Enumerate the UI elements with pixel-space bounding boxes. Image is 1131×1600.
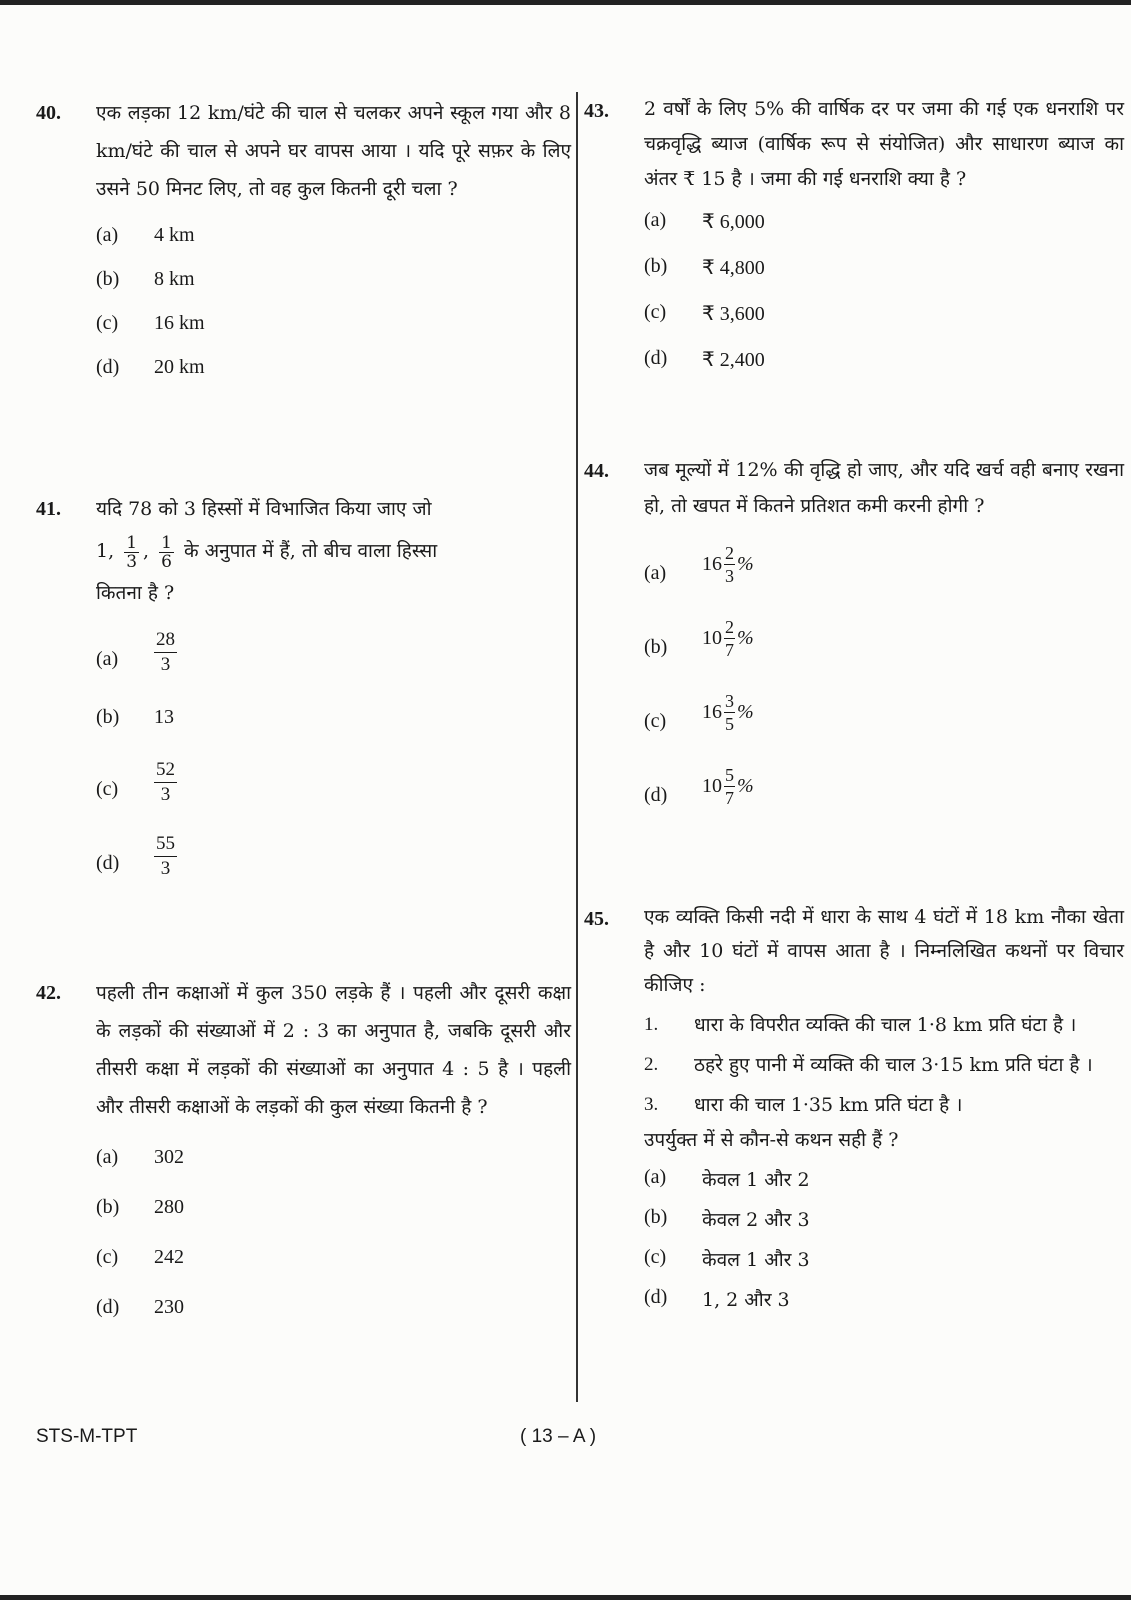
question-40: [36, 94, 571, 392]
option-b[interactable]: (b) केवल 2 और 3: [644, 1206, 810, 1231]
options: [96, 216, 571, 392]
option-d[interactable]: (d) 230: [96, 1296, 184, 1318]
option-b[interactable]: (b) 13: [96, 706, 174, 728]
fraction: $\frac{52}{3}$: [156, 759, 175, 805]
fraction: $\frac{1}{6}$: [161, 532, 172, 572]
question-number: 43.: [584, 100, 609, 122]
option-b[interactable]: (b) 10 2 7 %: [644, 617, 754, 660]
question-number: 44.: [584, 460, 609, 482]
question-text: 2 वर्षों के लिए 5% की वार्षिक दर पर जमा की गई एक धनराशि पर चक्रवृद्धि ब्याज (वार्षिक रूप से संयोजित) और साधारण ब्याज का अंतर ₹ 15 है । जमा की गई धनराशि क्या है ?: [644, 98, 1124, 190]
question-number: 40.: [36, 102, 61, 124]
option-d[interactable]: (d) ₹ 2,400: [644, 347, 765, 371]
question-text: एक लड़का 12 km/घंटे की चाल से चलकर अपने स्कूल गया और 8 km/घंटे की चाल से अपने घर वापस आया । यदि पूरे सफ़र के लिए उसने 50 मिनट लिए, तो वह कुल कितनी दूरी चला ?: [96, 102, 571, 200]
question-number: 45.: [584, 908, 609, 930]
option-d[interactable]: (d) 10 5 7 %: [644, 765, 754, 808]
column-divider: [576, 92, 578, 1402]
option-a[interactable]: (a) केवल 1 और 2: [644, 1166, 810, 1191]
option-c[interactable]: (c) 242: [96, 1246, 184, 1268]
option-a[interactable]: (a) 302: [96, 1146, 184, 1168]
option-b[interactable]: (b) 280: [96, 1196, 184, 1218]
option-d[interactable]: (d) $\frac{55}{3}$: [96, 833, 175, 879]
option-a[interactable]: (a) 4 km: [96, 224, 195, 246]
question-text: जब मूल्यों में 12% की वृद्धि हो जाए, और यदि खर्च वही बनाए रखना हो, तो खपत में कितने प्रतिशत कमी करनी होगी ?: [644, 459, 1124, 517]
option-a[interactable]: (a) ₹ 6,000: [644, 209, 765, 233]
statement-1: 1. धारा के विपरीत व्यक्ति की चाल 1·8 km प्रति घंटा है ।: [644, 1014, 1077, 1036]
option-b[interactable]: (b) 8 km: [96, 268, 195, 290]
fraction: $\frac{1}{3}$: [126, 532, 138, 572]
option-a[interactable]: (a) $\frac{28}{3}$: [96, 629, 175, 675]
question-43: [584, 92, 1124, 385]
question-text: एक व्यक्ति किसी नदी में धारा के साथ 4 घंटों में 18 km नौका खेता है और 10 घंटों में वापस आता है । निम्नलिखित कथनों पर विचार कीजिए :: [644, 906, 1124, 996]
question-41: [36, 490, 571, 902]
option-b[interactable]: (b) ₹ 4,800: [644, 255, 765, 279]
question-number: 42.: [36, 982, 61, 1004]
question-42: [36, 974, 571, 1338]
option-d[interactable]: (d) 1, 2 और 3: [644, 1286, 790, 1311]
mixed-fraction: 16 3 5 %: [702, 691, 754, 734]
option-c[interactable]: (c) 16 3 5 %: [644, 691, 754, 734]
question-text: यदि 78 को 3 हिस्सों में विभाजित किया जाए जो 1, $\frac{1}{3}$ , $\frac{1}{6}$ के अनुपात में हैं, तो बीच वाला हिस्सा कितना है ?: [96, 498, 438, 604]
option-a[interactable]: (a) 16 2 3 %: [644, 543, 754, 586]
options: [644, 201, 1124, 385]
statement-3: 3. धारा की चाल 1·35 km प्रति घंटा है ।: [644, 1094, 963, 1116]
option-c[interactable]: (c) केवल 1 और 3: [644, 1246, 810, 1271]
options: [96, 624, 571, 902]
option-d[interactable]: (d) 20 km: [96, 356, 205, 378]
question-45: [584, 900, 1124, 1318]
option-c[interactable]: (c) ₹ 3,600: [644, 301, 765, 325]
mixed-fraction: 10 2 7 %: [702, 617, 754, 660]
mixed-fraction: 10 5 7 %: [702, 765, 754, 808]
question-text: पहली तीन कक्षाओं में कुल 350 लड़के हैं । पहली और दूसरी कक्षा के लड़कों की संख्याओं में 2 : 3 का अनुपात है, जबकि दूसरी और तीसरी कक्षा में लड़कों की संख्याओं का अनुपात 4 : 5 है । पहली और तीसरी कक्षाओं के लड़कों की कुल संख्या कितनी है ?: [96, 982, 571, 1118]
option-c[interactable]: (c) $\frac{52}{3}$: [96, 759, 175, 805]
fraction: $\frac{28}{3}$: [156, 629, 175, 675]
options: [644, 1158, 1124, 1318]
question-number: 41.: [36, 498, 61, 520]
top-border: [0, 0, 1131, 5]
bottom-border: [0, 1595, 1131, 1600]
question-prompt: उपर्युक्त में से कौन-से कथन सही हैं ?: [644, 1129, 899, 1151]
fraction: $\frac{55}{3}$: [156, 833, 175, 879]
options: [96, 1138, 571, 1338]
paper-code: STS-M-TPT: [36, 1426, 138, 1447]
page-number: ( 13 – A ): [520, 1426, 597, 1447]
mixed-fraction: 16 2 3 %: [702, 543, 754, 586]
options: [644, 538, 1124, 834]
option-c[interactable]: (c) 16 km: [96, 312, 205, 334]
question-44: [584, 452, 1124, 834]
statement-2: 2. ठहरे हुए पानी में व्यक्ति की चाल 3·15 km प्रति घंटा है ।: [644, 1054, 1093, 1076]
